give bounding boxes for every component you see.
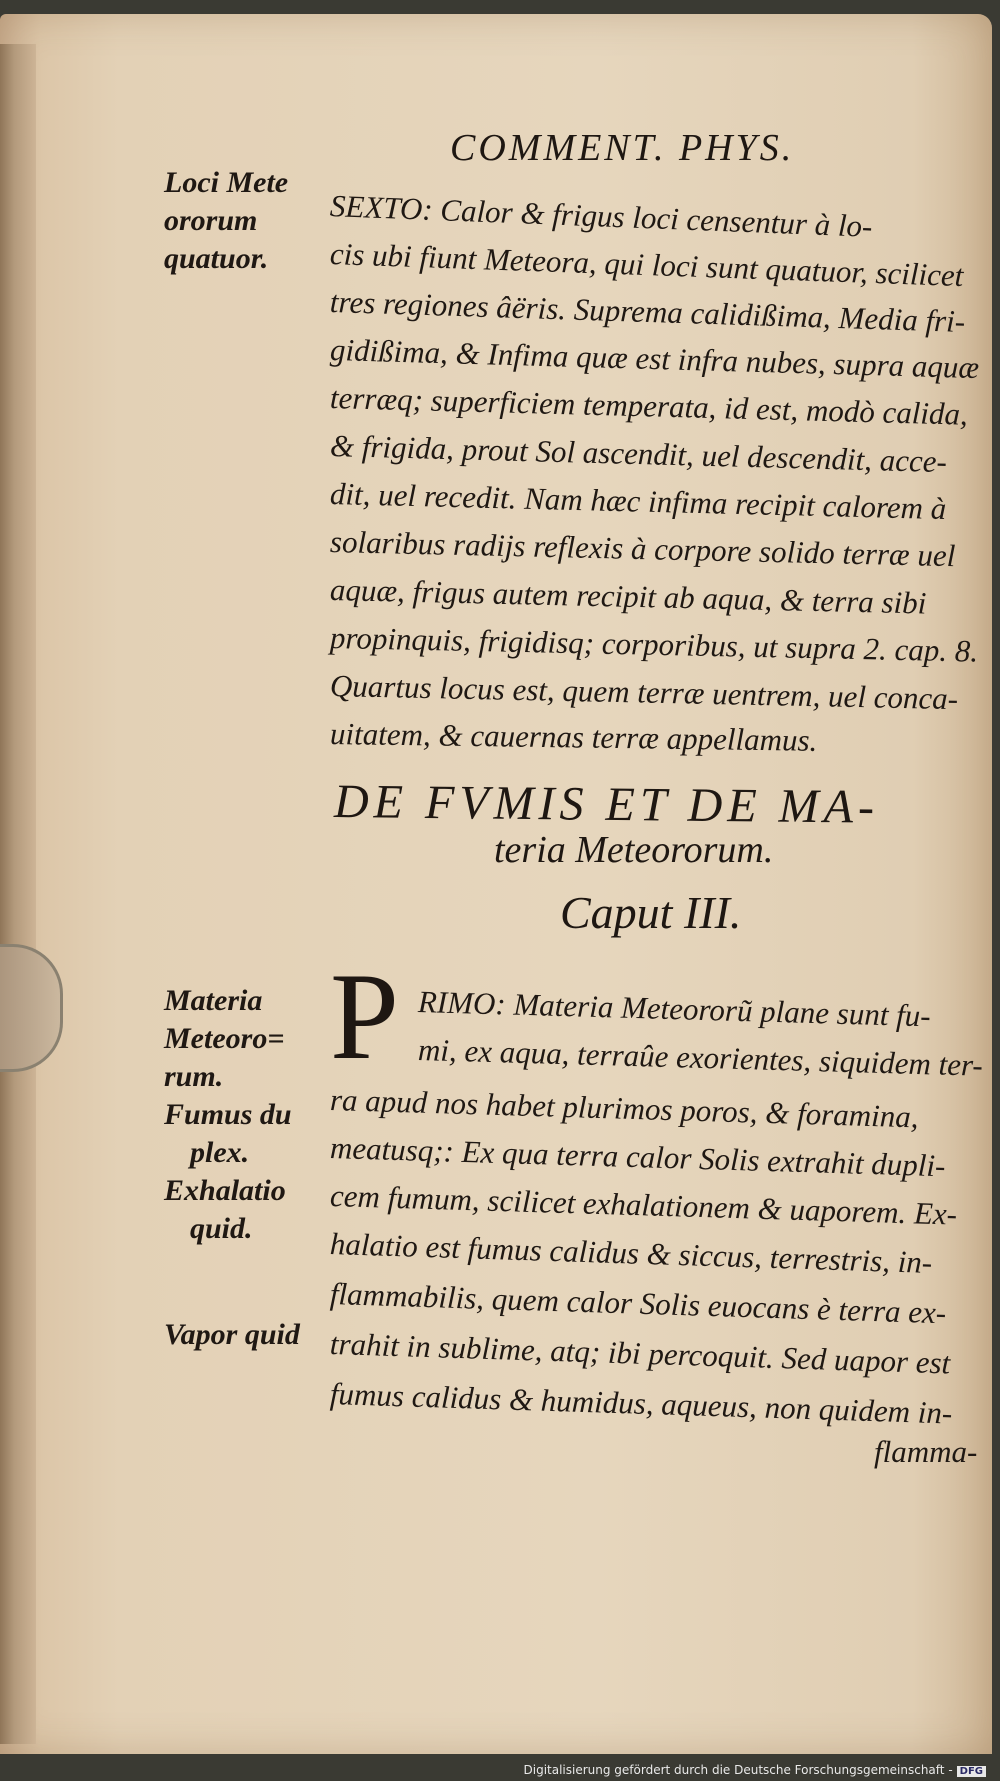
drop-cap: P <box>330 948 399 1085</box>
margin-note-line: Loci Mete <box>164 166 289 199</box>
margin-note-line: Vapor quid <box>164 1318 300 1351</box>
text-line: cem fumum, scilicet exhalationem & uaporem. Ex- <box>329 1178 958 1232</box>
text-line: terræq; superficiem temperata, id est, modò calida, <box>329 380 969 432</box>
margin-note-loci <box>164 164 288 278</box>
text-line: uitatem, & cauernas terræ appellamus. <box>329 716 818 758</box>
chapter-number: Caput III. <box>560 887 742 938</box>
chapter-title-line-1: DE FVMIS ET DE MA- <box>333 775 880 834</box>
text-line: halatio est fumus calidus & siccus, terrestris, in- <box>329 1226 933 1280</box>
book-page <box>0 14 992 1754</box>
margin-note-materia <box>164 982 292 1248</box>
margin-note-line: Meteoro= <box>164 1022 285 1055</box>
text-line: Quartus locus est, quem terræ uentrem, uel conca- <box>329 668 959 717</box>
text-line: SEXTO: Calor & frigus loci censentur à lo- <box>329 188 874 244</box>
text-line: cis ubi fiunt Meteora, qui loci sunt quatuor, scilicet <box>329 236 964 294</box>
text-line: RIMO: Materia Meteororũ plane sunt fu- <box>417 984 932 1034</box>
chapter-title-line-2: teria Meteororum. <box>494 829 774 871</box>
footer-text: Digitalisierung gefördert durch die Deutsche Forschungsgemeinschaft - <box>523 1763 953 1777</box>
margin-note-line: Exhalatio <box>164 1174 286 1207</box>
margin-note-line: quid. <box>190 1212 253 1245</box>
margin-note-line: quatuor. <box>164 242 269 275</box>
text-line: dit, uel recedit. Nam hæc infima recipit calorem à <box>329 476 947 527</box>
book-spine <box>0 44 36 1744</box>
text-line: aquæ, frigus autem recipit ab aqua, & terra sibi <box>329 572 927 621</box>
text-line: fumus calidus & humidus, aqueus, non quidem in- <box>329 1376 953 1431</box>
text-line: trahit in sublime, atq; ibi percoquit. Sed uapor est <box>329 1326 951 1381</box>
digitization-footer <box>524 1763 987 1777</box>
book-clasp <box>0 944 63 1072</box>
text-line: ra apud nos habet plurimos poros, & foramina, <box>329 1082 920 1135</box>
running-header: COMMENT. PHYS. <box>450 127 795 169</box>
text-line: flamma- <box>874 1434 978 1469</box>
text-line: propinquis, frigidisq; corporibus, ut supra 2. cap. 8. <box>329 620 979 669</box>
dfg-logo-icon: DFG <box>957 1766 986 1777</box>
text-line: gidißima, & Infima quæ est infra nubes, supra aquæ <box>329 332 980 386</box>
margin-note-vapor <box>164 1316 300 1354</box>
margin-note-line: ororum <box>164 204 258 237</box>
text-line: solaribus radijs reflexis à corpore solido terræ uel <box>329 524 956 574</box>
text-line: mi, ex aqua, terraûe exorientes, siquidem ter- <box>417 1032 984 1083</box>
text-line: tres regiones âëris. Suprema calidißima, Media fri- <box>329 284 966 339</box>
text-line: & frigida, prout Sol ascendit, uel descendit, acce- <box>329 428 948 480</box>
margin-note-line: Materia <box>164 984 263 1017</box>
margin-note-line: Fumus du <box>164 1098 292 1131</box>
margin-note-line: rum. <box>164 1060 224 1093</box>
text-line: meatusq;: Ex qua terra calor Solis extrahit dupli- <box>329 1130 946 1184</box>
margin-note-line: plex. <box>190 1136 250 1169</box>
text-line: flammabilis, quem calor Solis euocans è terra ex- <box>329 1276 947 1331</box>
